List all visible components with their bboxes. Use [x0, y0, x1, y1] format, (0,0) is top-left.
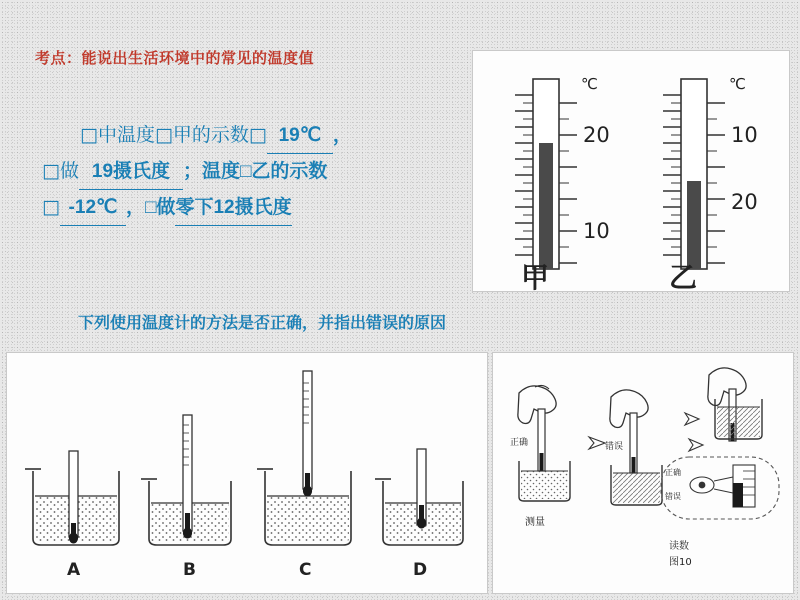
answer-blank-1[interactable]: 19℃: [267, 119, 333, 154]
read-wrong-label: 错误: [665, 492, 681, 501]
thermometer-right-unit: ℃: [729, 75, 746, 93]
question-line-1: [42, 118, 462, 154]
subtitle-text: 下列使用温度计的方法是否正确，并指出错误的原因: [78, 315, 447, 332]
thermometer-left-tick-10: 10: [583, 219, 610, 243]
beaker-a-label: A: [67, 560, 81, 580]
read-caption: 读数: [669, 541, 689, 552]
question-line-3-mid: ，□做: [125, 197, 176, 218]
question-line-2-pre: □做: [42, 160, 79, 182]
measure-read-figure: [492, 352, 794, 594]
measure-wrong-label: 错误: [605, 442, 624, 452]
figure-number: 图10: [669, 557, 692, 568]
thermometer-right-caption: 乙: [669, 261, 698, 291]
answer-blank-3[interactable]: -12℃: [60, 191, 126, 226]
thermometer-left-tick-20: 20: [583, 123, 610, 147]
measure-correct-label: 正确: [510, 438, 529, 448]
question-line-2-post: ；温度□乙的示数: [182, 161, 328, 182]
beakers-figure-svg: [7, 353, 487, 593]
question-line-3-pre: □: [42, 196, 60, 218]
question-line-3: [42, 190, 462, 226]
question-line-1-post: ，: [332, 125, 352, 146]
question-line-2: [42, 154, 462, 190]
thermometer-right-tick-20: 20: [731, 190, 758, 214]
thermometer-left-unit: ℃: [581, 75, 598, 93]
answer-blank-2[interactable]: 19摄氏度: [79, 155, 183, 190]
measure-caption: 测量: [525, 517, 545, 528]
answer-blank-4[interactable]: 零下12摄氏度: [175, 191, 291, 226]
thermometer-right-tick-10: 10: [731, 123, 758, 147]
thermometer-left-caption: 甲: [521, 261, 550, 291]
beaker-c-label: C: [299, 560, 312, 580]
question-line-1-pre: □中温度□甲的示数□: [80, 124, 267, 146]
measure-read-figure-svg: [493, 353, 793, 593]
thermometer-figure: [472, 50, 790, 292]
beaker-d-label: D: [413, 560, 428, 580]
beakers-figure: [6, 352, 488, 594]
thermometer-figure-svg: [473, 51, 789, 291]
question-block: [42, 118, 462, 226]
kaodian-heading: 考点：能说出生活环境中的常见的温度值: [35, 50, 315, 67]
beaker-b-label: B: [183, 560, 196, 580]
read-correct-label: 正确: [665, 468, 681, 477]
